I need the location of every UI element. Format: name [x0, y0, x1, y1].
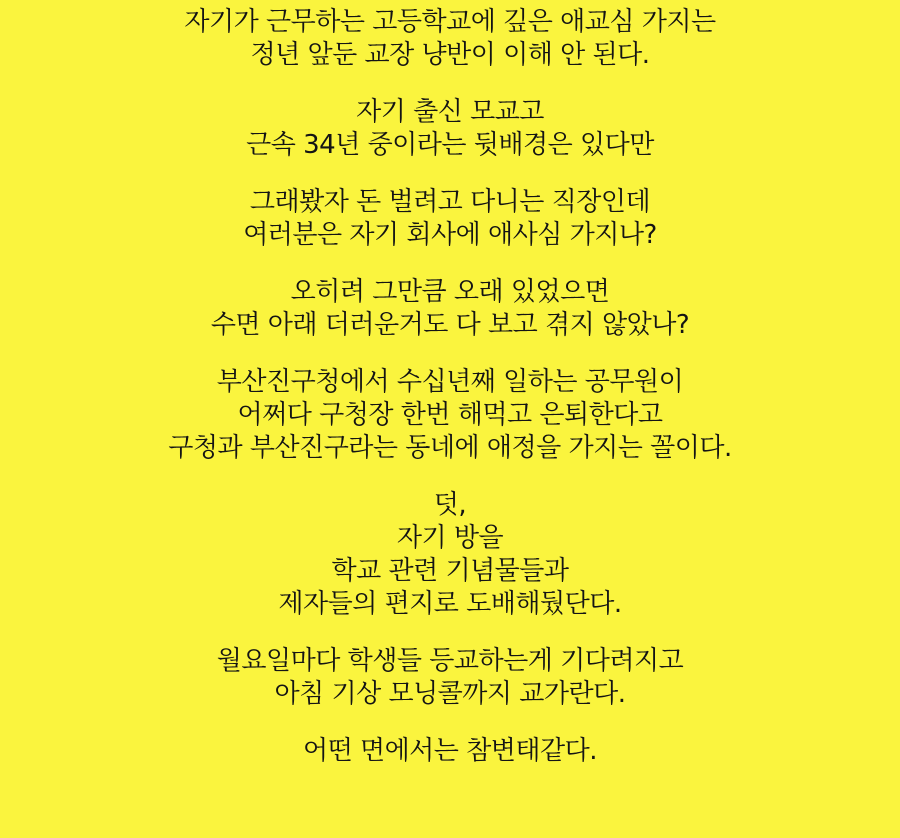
- text-line: 여러분은 자기 회사에 애사심 가지나?: [243, 220, 657, 250]
- text-line: 수면 아래 더러운거도 다 보고 겪지 않았나?: [210, 310, 690, 340]
- stanza-1: [0, 6, 900, 72]
- text-line: 오히려 그만큼 오래 있었으면: [290, 277, 610, 307]
- text-line: 자기 출신 모교고: [356, 97, 544, 127]
- text-line: 자기가 근무하는 고등학교에 깊은 애교심 가지는: [184, 7, 716, 37]
- text-line: 월요일마다 학생들 등교하는게 기다려지고: [216, 646, 684, 676]
- text-line: 덧,: [433, 490, 467, 520]
- text-line: 근속 34년 중이라는 뒷배경은 있다만: [246, 130, 654, 160]
- stanza-6: [0, 489, 900, 621]
- stanza-2: [0, 96, 900, 162]
- text-line: 구청과 부산진구라는 동네에 애정을 가지는 꼴이다.: [168, 433, 732, 463]
- stanza-3: [0, 186, 900, 252]
- text-line: 자기 방을: [396, 523, 504, 553]
- text-line: 아침 기상 모닝콜까지 교가란다.: [274, 679, 626, 709]
- text-line: 그래봤자 돈 벌려고 다니는 직장인데: [249, 187, 651, 217]
- text-line: 제자들의 편지로 도배해뒀단다.: [278, 589, 622, 619]
- text-line: 정년 앞둔 교장 냥반이 이해 안 된다.: [250, 40, 650, 70]
- text-line: 어떤 면에서는 참변태같다.: [302, 736, 598, 766]
- text-line: 학교 관련 기념물들과: [331, 556, 569, 586]
- text-line: 부산진구청에서 수십년째 일하는 공무원이: [216, 367, 684, 397]
- text-line: 어쩌다 구청장 한번 해먹고 은퇴한다고: [237, 400, 663, 430]
- stanza-4: [0, 276, 900, 342]
- stanza-5: [0, 366, 900, 465]
- stanza-7: [0, 645, 900, 711]
- stanza-8: [0, 735, 900, 768]
